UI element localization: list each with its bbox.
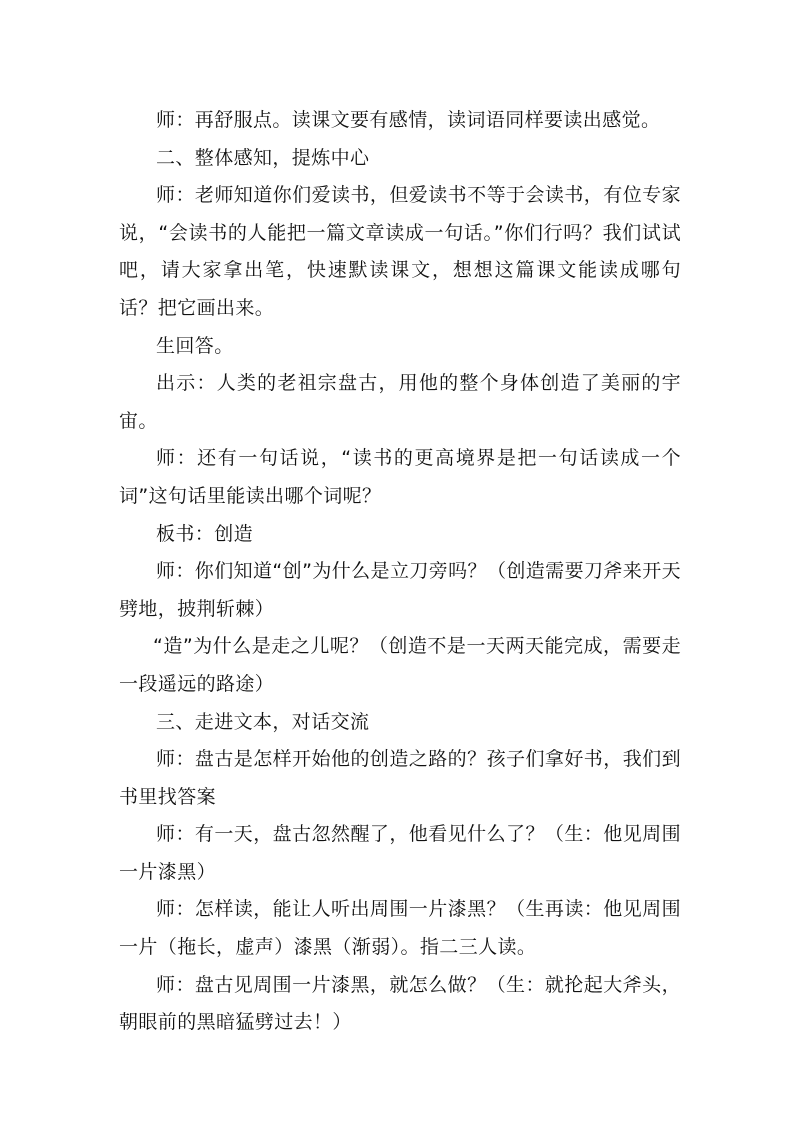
paragraph: 师：你们知道“创”为什么是立刀旁吗？（创造需要刀斧来开天劈地，披荆斩棘） (119, 560, 681, 620)
paragraph: 师：盘古是怎样开始他的创造之路的？孩子们拿好书，我们到书里找答案 (119, 748, 681, 808)
paragraph: “造”为什么是走之儿呢？（创造不是一天两天能完成，需要走一段遥远的路途） (119, 635, 681, 695)
paragraph: 师：怎样读，能让人听出周围一片漆黑？（生再读：他见周围一片（拖长，虚声）漆黑（渐弱）。指二三人读。 (119, 898, 681, 959)
section-heading: 三、走进文本，对话交流 (156, 710, 370, 733)
paragraph: 生回答。 (156, 334, 234, 357)
paragraph: 师：盘古见周围一片漆黑，就怎么做？（生：就抡起大斧头，朝眼前的黑暗猛劈过去！） (119, 973, 681, 1034)
paragraph: 板书：创造 (156, 522, 254, 545)
paragraph: 师：再舒服点。读课文要有感情，读词语同样要读出感觉。 (156, 109, 661, 131)
paragraph: 师：老师知道你们爱读书，但爱读书不等于会读书，有位专家说，“会读书的人能把一篇文章读成一句话。”你们行吗？我们试试吧，请大家拿出笔，快速默读课文，想想这篇课文能读成哪句话？把它画出来。 (119, 184, 681, 319)
document-body (119, 102, 681, 1042)
paragraph: 师：还有一句话说，“读书的更高境界是把一句话读成一个词”这句话里能读出哪个词呢？ (119, 447, 681, 507)
paragraph: 出示：人类的老祖宗盘古，用他的整个身体创造了美丽的宇宙。 (119, 372, 681, 432)
paragraph: 师：有一天，盘古忽然醒了，他看见什么了？（生：他见周围一片漆黑） (119, 823, 681, 883)
section-heading: 二、整体感知，提炼中心 (156, 146, 370, 169)
